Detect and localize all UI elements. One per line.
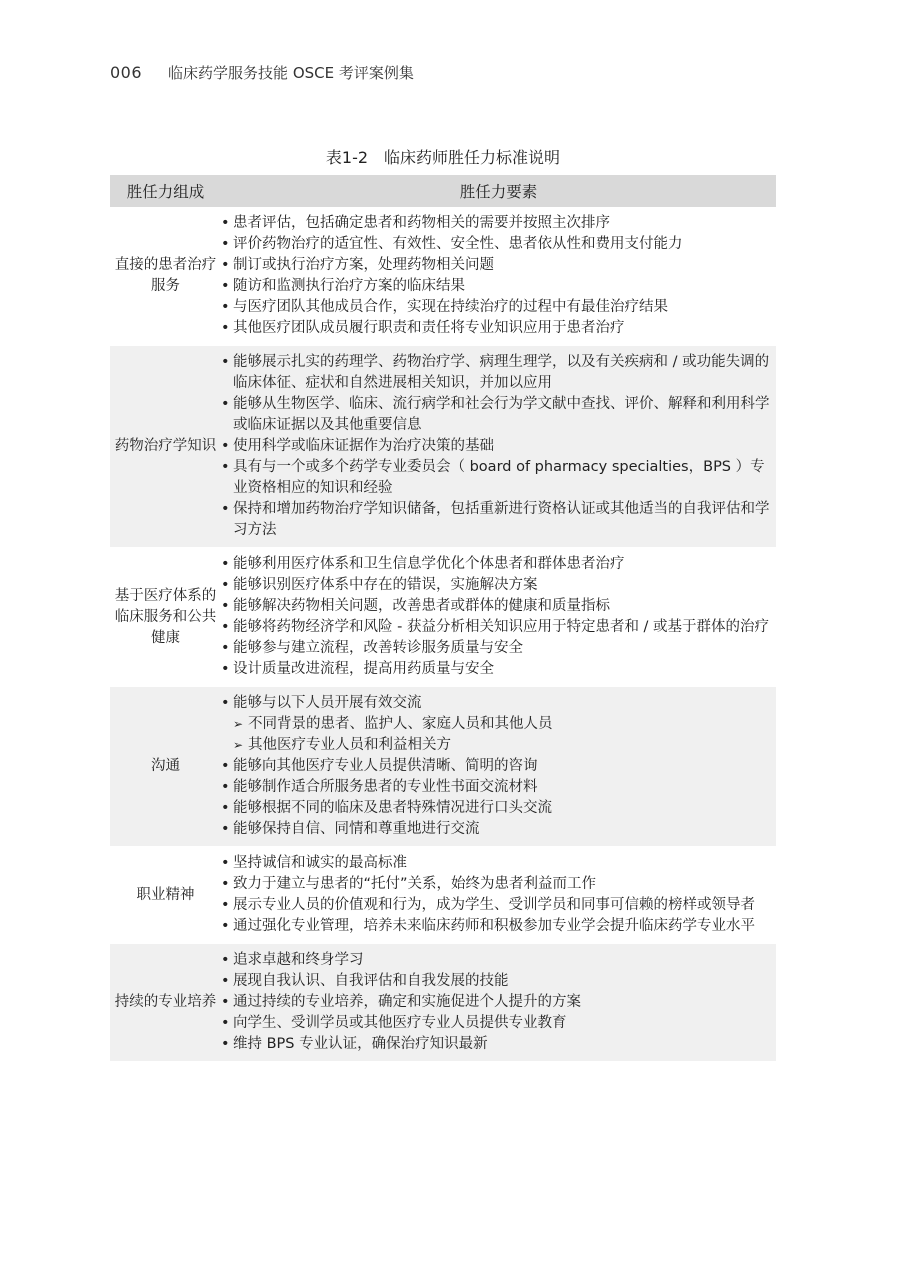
list-item: • 追求卓越和终身学习 <box>221 950 772 971</box>
column-header-composition: 胜任力组成 <box>110 175 221 207</box>
list-item: • 具有与一个或多个药学专业委员会（ board of pharmacy specialties，BPS ）专业资格相应的知识和经验 <box>221 457 772 499</box>
table-row <box>110 346 776 548</box>
book-title: 临床药学服务技能 OSCE 考评案例集 <box>168 64 414 82</box>
sub-list-item-text: 其他医疗专业人员和利益相关方 <box>248 737 451 753</box>
table-title: 表1-2 临床药师胜任力标准说明 <box>325 148 561 167</box>
table-row <box>110 687 776 847</box>
list-item: • 展示专业人员的价值观和行为，成为学生、受训学员和同事可信赖的榜样或领导者 <box>221 895 772 916</box>
list-item: • 随访和监测执行治疗方案的临床结果 <box>221 276 772 297</box>
row-category: 药物治疗学知识 <box>110 346 221 548</box>
list-item: • 评价药物治疗的适宜性、有效性、安全性、患者依从性和费用支付能力 <box>221 234 772 255</box>
list-item: • 设计质量改进流程，提高用药质量与安全 <box>221 659 772 680</box>
table-header-row <box>110 175 776 207</box>
list-item: • 能够制作适合所服务患者的专业性书面交流材料 <box>221 777 772 798</box>
table-row <box>110 548 776 687</box>
list-item: • 通过强化专业管理，培养未来临床药师和积极参加专业学会提升临床药学专业水平 <box>221 916 772 937</box>
list-item: • 能够与以下人员开展有效交流 <box>221 693 772 714</box>
row-category: 沟通 <box>110 687 221 847</box>
sub-list-item <box>221 714 772 735</box>
list-item: • 能够利用医疗体系和卫生信息学优化个体患者和群体患者治疗 <box>221 554 772 575</box>
list-item: • 维持 BPS 专业认证，确保治疗知识最新 <box>221 1034 772 1055</box>
list-item: • 能够根据不同的临床及患者特殊情况进行口头交流 <box>221 798 772 819</box>
list-item: • 保持和增加药物治疗学知识储备，包括重新进行资格认证或其他适当的自我评估和学习方法 <box>221 499 772 541</box>
list-item: • 其他医疗团队成员履行职责和责任将专业知识应用于患者治疗 <box>221 318 772 339</box>
sub-list-item <box>221 735 772 756</box>
list-item: • 与医疗团队其他成员合作，实现在持续治疗的过程中有最佳治疗结果 <box>221 297 772 318</box>
list-item: • 能够展示扎实的药理学、药物治疗学、病理生理学，以及有关疾病和 / 或功能失调的临床体征、症状和自然进展相关知识，并加以应用 <box>221 352 772 394</box>
table-row <box>110 207 776 346</box>
page-number: 006 <box>110 63 143 82</box>
list-item: • 能够向其他医疗专业人员提供清晰、简明的咨询 <box>221 756 772 777</box>
list-item: • 能够参与建立流程，改善转诊服务质量与安全 <box>221 638 772 659</box>
row-items <box>221 346 776 548</box>
running-header <box>110 62 414 83</box>
list-item: • 制订或执行治疗方案，处理药物相关问题 <box>221 255 772 276</box>
table-row <box>110 847 776 944</box>
row-category: 基于医疗体系的临床服务和公共健康 <box>114 587 217 646</box>
arrow-bullet-icon: ➢ <box>233 738 244 752</box>
list-item: • 能够从生物医学、临床、流行病学和社会行为学文献中查找、评价、解释和利用科学或临床证据以及其他重要信息 <box>221 394 772 436</box>
column-header-elements: 胜任力要素 <box>221 175 776 207</box>
table-row <box>110 944 776 1062</box>
list-item: • 患者评估，包括确定患者和药物相关的需要并按照主次排序 <box>221 213 772 234</box>
list-item: • 向学生、受训学员或其他医疗专业人员提供专业教育 <box>221 1013 772 1034</box>
list-item: • 能够将药物经济学和风险 - 获益分析相关知识应用于特定患者和 / 或基于群体的治疗 <box>221 617 772 638</box>
list-item: • 展现自我认识、自我评估和自我发展的技能 <box>221 971 772 992</box>
row-items <box>221 207 776 346</box>
list-item: • 通过持续的专业培养，确定和实施促进个人提升的方案 <box>221 992 772 1013</box>
competency-table <box>110 175 776 1062</box>
row-items <box>221 847 776 944</box>
list-item: • 致力于建立与患者的“托付”关系，始终为患者利益而工作 <box>221 874 772 895</box>
sub-list-item-text: 不同背景的患者、监护人、家庭人员和其他人员 <box>248 716 553 732</box>
row-category: 持续的专业培养 <box>110 944 221 1062</box>
row-items <box>221 944 776 1062</box>
list-item: • 使用科学或临床证据作为治疗决策的基础 <box>221 436 772 457</box>
row-items <box>221 687 776 847</box>
row-items <box>221 548 776 687</box>
row-category: 直接的患者治疗服务 <box>114 257 217 294</box>
list-item: • 能够保持自信、同情和尊重地进行交流 <box>221 819 772 840</box>
list-item: • 坚持诚信和诚实的最高标准 <box>221 853 772 874</box>
row-category: 职业精神 <box>136 886 195 903</box>
arrow-bullet-icon: ➢ <box>233 717 244 731</box>
list-item: • 能够解决药物相关问题，改善患者或群体的健康和质量指标 <box>221 596 772 617</box>
list-item: • 能够识别医疗体系中存在的错误，实施解决方案 <box>221 575 772 596</box>
